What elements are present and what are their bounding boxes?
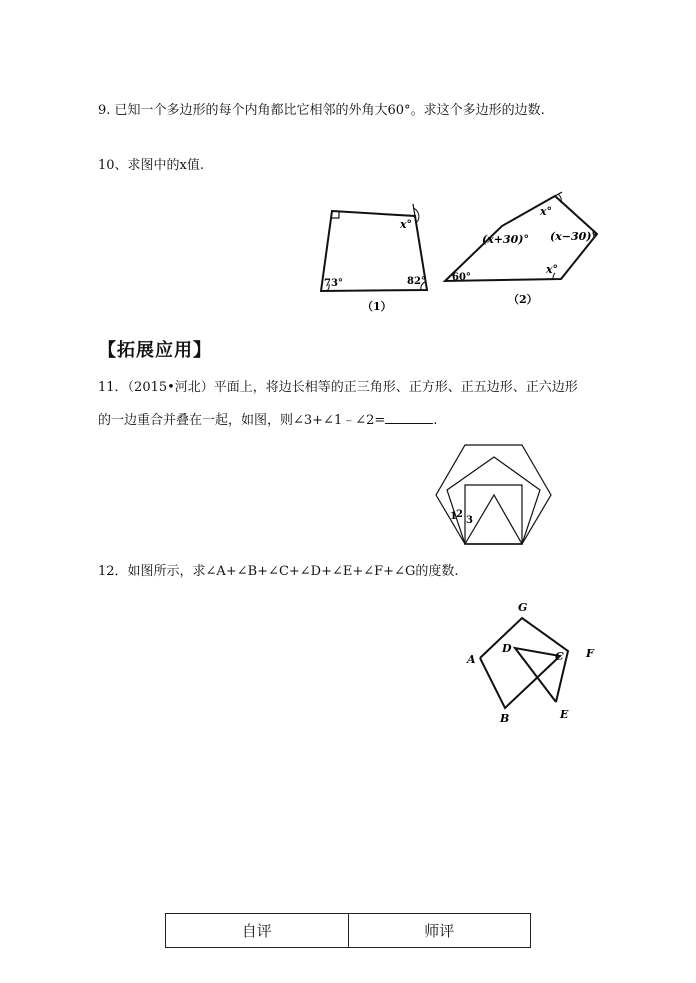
point-a-label: A (467, 653, 476, 666)
point-e-label: E (560, 708, 569, 721)
fig10-1-82-label: 82° (407, 276, 426, 287)
point-b-label: B (500, 712, 510, 725)
fig11-label-2: 2 (456, 509, 463, 520)
fig10-2-60-label: 60° (452, 272, 471, 283)
point-f-label: F (586, 647, 594, 660)
figure-12-star-polygon (460, 595, 605, 725)
fig10-2-x-plus-30-label: (x+30)° (482, 233, 529, 246)
figure-11-regular-polygons (430, 435, 565, 550)
fig11-label-3: 3 (466, 515, 473, 526)
question-10: 10、求图中的x值. (98, 158, 205, 173)
fig10-2-x-minus-30-label: (x−30)° (550, 230, 597, 243)
point-d-label: D (502, 642, 512, 655)
section-title: 【拓展应用】 (98, 340, 212, 361)
point-g-label: G (518, 601, 528, 614)
question-12: 12．如图所示，求∠A+∠B+∠C+∠D+∠E+∠F+∠G的度数. (98, 564, 459, 579)
answer-blank[interactable] (385, 411, 433, 424)
fig10-1-x-label: x° (400, 218, 413, 231)
question-11-line-2 (98, 411, 437, 430)
fig10-1-73-label: 73° (324, 278, 343, 289)
teacher-evaluation-cell[interactable]: 师评 (348, 914, 531, 947)
question-9: 9. 已知一个多边形的每个内角都比它相邻的外角大60°。求这个多边形的边数. (98, 103, 545, 118)
fig11-label-1: 1 (450, 511, 457, 522)
question-11-line-1: 11．（2015•河北）平面上，将边长相等的正三角形、正方形、正五边形、正六边形 (98, 380, 578, 395)
self-evaluation-cell[interactable]: 自评 (241, 922, 272, 940)
question-11-period: . (433, 413, 438, 428)
fig10-2-x-top-label: x° (540, 205, 553, 218)
figure-10-1-quadrilateral (310, 202, 435, 317)
fig10-2-caption: （2） (508, 293, 538, 306)
question-11-text: 的一边重合并叠在一起，如图，则∠3+∠1﹣∠2= (98, 413, 386, 428)
point-c-label: C (555, 650, 564, 663)
evaluation-table (165, 913, 531, 948)
fig10-2-x-bottom-label: x° (546, 263, 559, 276)
figure-10-2-pentagon (440, 190, 605, 310)
fig10-1-caption: （1） (362, 300, 392, 313)
